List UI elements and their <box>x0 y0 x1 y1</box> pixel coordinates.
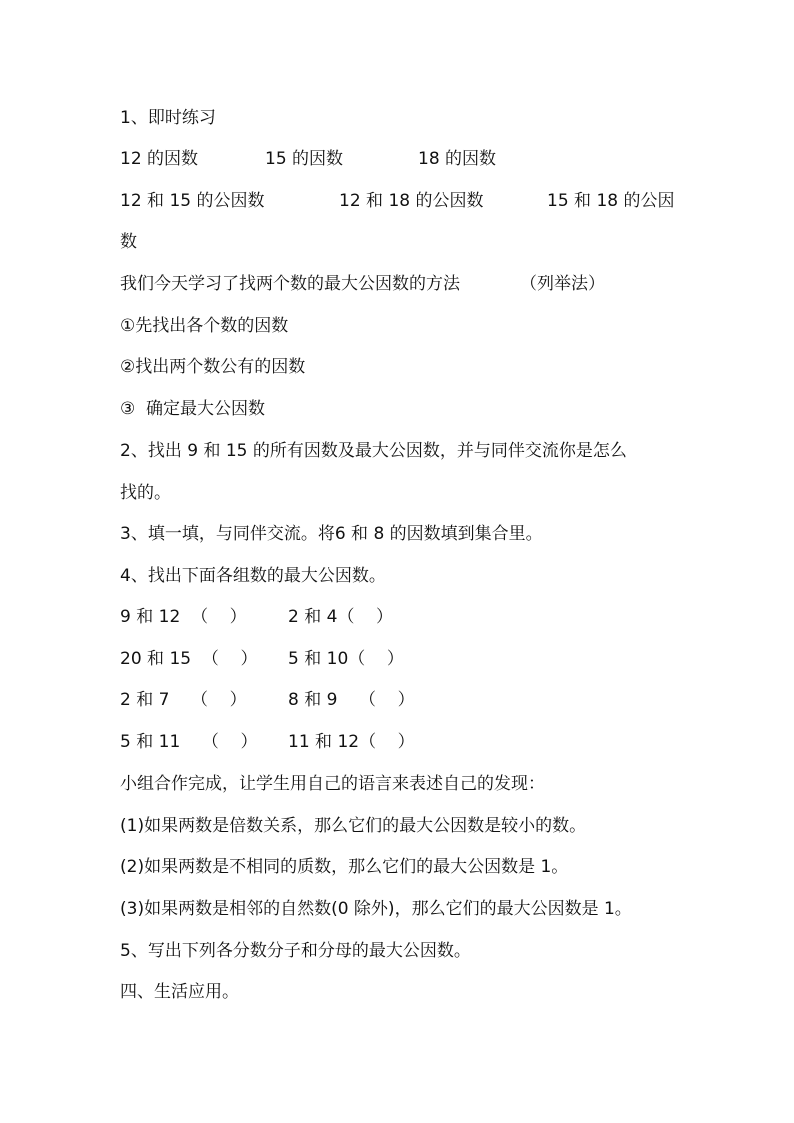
finding-2: (2)如果两数是不相同的质数，那么它们的最大公因数是 1。 <box>120 857 569 877</box>
pair-right: 11 和 12（ ） <box>288 732 415 752</box>
pair-left: 5 和 11 （ ） <box>120 732 258 752</box>
task-3: 3、填一填，与同伴交流。将6 和 8 的因数填到集合里。 <box>120 524 543 544</box>
pair-right: 5 和 10（ ） <box>288 649 404 669</box>
finding-3: (3)如果两数是相邻的自然数(0 除外)，那么它们的最大公因数是 1。 <box>120 899 632 919</box>
common-factors-15-18: 15 和 18 的公因 <box>547 191 675 211</box>
step-1: ①先找出各个数的因数 <box>120 316 289 336</box>
task-2-line-2: 找的。 <box>120 483 171 503</box>
pair-right: 8 和 9 （ ） <box>288 690 415 710</box>
common-factors-12-15: 12 和 15 的公因数 <box>120 191 265 211</box>
step-2: ②找出两个数公有的因数 <box>120 357 306 377</box>
task-5: 5、写出下列各分数分子和分母的最大公因数。 <box>120 941 471 961</box>
factors-of-15: 15 的因数 <box>265 149 344 169</box>
heading-instant-practice: 1、即时练习 <box>120 108 216 128</box>
task-4: 4、找出下面各组数的最大公因数。 <box>120 566 386 586</box>
summary-method: （列举法） <box>520 274 605 294</box>
pair-left: 9 和 12 （ ） <box>120 607 247 627</box>
pair-right: 2 和 4（ ） <box>288 607 394 627</box>
task-2-line-1: 2、找出 9 和 15 的所有因数及最大公因数，并与同伴交流你是怎么 <box>120 441 627 461</box>
pair-left: 2 和 7 （ ） <box>120 690 247 710</box>
common-factors-12-18: 12 和 18 的公因数 <box>339 191 484 211</box>
factors-of-12: 12 的因数 <box>120 149 199 169</box>
group-intro: 小组合作完成，让学生用自己的语言来表述自己的发现： <box>120 774 545 794</box>
finding-1: (1)如果两数是倍数关系，那么它们的最大公因数是较小的数。 <box>120 816 587 836</box>
step-3: ③ 确定最大公因数 <box>120 399 266 419</box>
pair-left: 20 和 15 （ ） <box>120 649 258 669</box>
summary-intro: 我们今天学习了找两个数的最大公因数的方法 <box>120 274 460 294</box>
section-life-application: 四、生活应用。 <box>120 982 239 1002</box>
common-factors-wrap: 数 <box>120 232 137 252</box>
factors-of-18: 18 的因数 <box>418 149 497 169</box>
